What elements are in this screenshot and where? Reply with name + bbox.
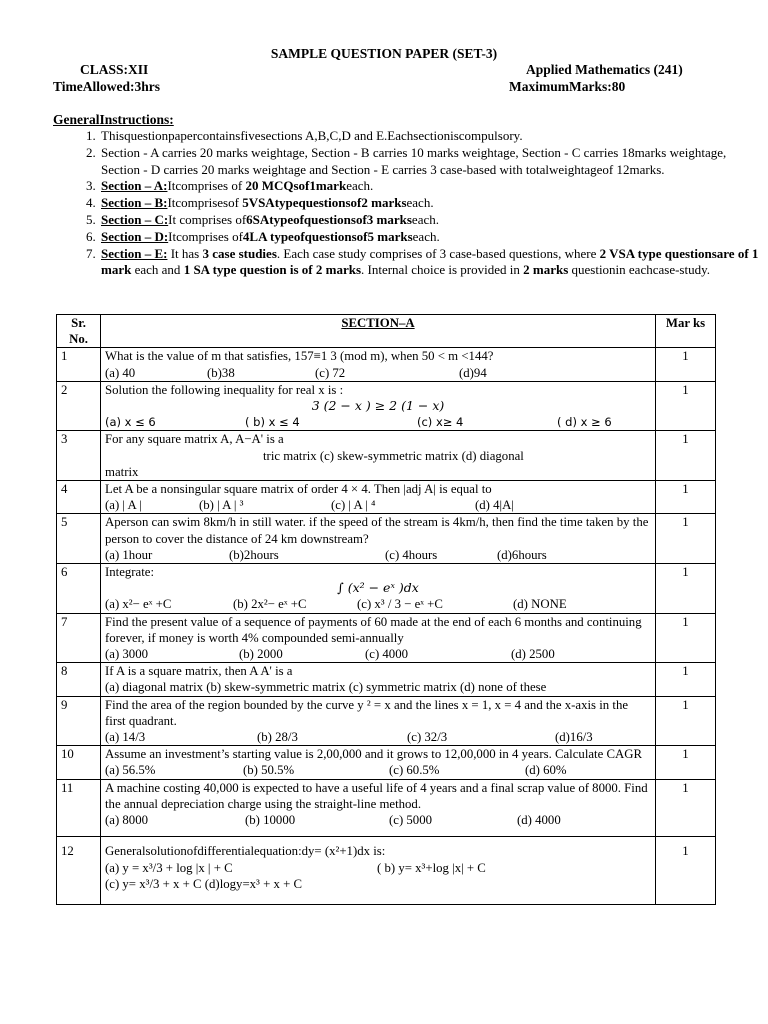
option-c: (c) 5000	[389, 813, 432, 828]
question-marks: 1	[656, 779, 716, 837]
question-cell	[101, 746, 656, 779]
question-number: 5	[57, 514, 101, 564]
option-a: (a) y = x³/3 + log |x | + C	[105, 860, 233, 875]
question-cell	[101, 514, 656, 564]
question-number: 7	[57, 613, 101, 663]
instruction-item: 4. Section – B:Itcomprisesof 5VSAtypequestionsof2 markseach.	[99, 195, 759, 212]
maximum-marks: MaximumMarks:80	[509, 79, 626, 94]
option-d: ( d) x ≥ 6	[557, 415, 612, 430]
option-a: (a) 8000	[105, 813, 148, 828]
table-row	[57, 746, 716, 779]
question-number: 6	[57, 564, 101, 614]
question-number: 8	[57, 663, 101, 696]
instructions-heading: GeneralInstructions:	[53, 112, 174, 127]
option-c: (c) 60.5%	[389, 763, 440, 778]
question-number: 1	[57, 348, 101, 381]
option-d: (d)16/3	[555, 730, 593, 745]
options-row	[105, 365, 651, 381]
option-b: (b)2hours	[229, 547, 279, 562]
options-row	[105, 497, 651, 513]
question-marks: 1	[656, 837, 716, 905]
options-row	[105, 729, 651, 745]
section-a-table	[56, 314, 716, 905]
options-row	[105, 547, 651, 563]
question-cell	[101, 481, 656, 514]
options-row	[105, 414, 651, 430]
question-marks: 1	[656, 663, 716, 696]
option-b: ( b) y= x³+log |x| + C	[377, 860, 486, 875]
instruction-item: 2. Section - A carries 20 marks weightage, Section - B carries 10 marks weightage, Section - C carries 18marks weightage, Section - D carries 20 marks weightage and Section - E carries 3 case-based with totalweightageof 12marks.	[99, 145, 759, 179]
option-a: (a) 56.5%	[105, 763, 156, 778]
question-marks: 1	[656, 613, 716, 663]
options-row	[105, 860, 651, 876]
option-d: (d) 2500	[511, 647, 555, 662]
option-b: ( b) x ≤ 4	[245, 415, 300, 430]
question-marks: 1	[656, 564, 716, 614]
table-row	[57, 381, 716, 431]
question-cell	[101, 779, 656, 837]
question-cell	[101, 837, 656, 905]
option-c: (c) 32/3	[407, 730, 448, 745]
table-row	[57, 481, 716, 514]
option-c: (c) | A | ⁴	[331, 498, 376, 513]
question-cell	[101, 564, 656, 614]
option-d: (d) NONE	[513, 597, 567, 612]
question-text: Find the area of the region bounded by the curve y ² = x and the lines x = 1, x = 4 and the x-axis in the first quadrant.	[105, 697, 629, 728]
table-row	[57, 696, 716, 746]
options-row	[105, 762, 651, 778]
question-number: 10	[57, 746, 101, 779]
instruction-item: 5. Section – C:It comprises of6SAtypeofquestionsof3 markseach.	[99, 212, 759, 229]
question-marks: 1	[656, 481, 716, 514]
question-marks: 1	[656, 431, 716, 481]
question-text: A machine costing 40,000 is expected to have a useful life of 4 years and a final scrap value of 8000. Find the annual depreciation charge using the straight-line method.	[105, 780, 648, 811]
option-b: (b) 10000	[245, 813, 296, 828]
subject-label: Applied Mathematics (241)	[526, 62, 683, 77]
question-cell	[101, 663, 656, 696]
question-text: Integrate:	[105, 565, 155, 580]
table-row	[57, 613, 716, 663]
question-text: Generalsolutionofdifferentialequation:dy= (x²+1)dx is:	[105, 844, 386, 859]
question-text: What is the value of m that satisfies, 157≡1 3 (mod m), when 50 < m <144?	[105, 349, 494, 364]
question-options: (a) diagonal matrix (b) skew-symmetric matrix (c) symmetric matrix (d) none of these	[105, 680, 547, 695]
question-text: Aperson can swim 8km/h in still water. if the speed of the stream is 4km/h, then find the time taken by the person to cover the distance of 24 km downstream?	[105, 515, 649, 546]
question-marks: 1	[656, 514, 716, 564]
question-text: Find the present value of a sequence of payments of 60 made at the end of each 6 months and continuing forever, if money is worth 4% compounded semi-annually	[105, 614, 642, 645]
table-row	[57, 431, 716, 481]
option-a: (a) 40	[105, 365, 136, 380]
integral-expression: ∫ (x² − eˣ )dx	[337, 580, 419, 596]
table-row	[57, 514, 716, 564]
inequality-equation: 3 (2 − x ) ≥ 2 (1 − x)	[311, 398, 445, 414]
question-marks: 1	[656, 696, 716, 746]
option-a: (a) 14/3	[105, 730, 146, 745]
question-text: If A is a square matrix, then A A' is a	[105, 664, 293, 679]
question-number: 11	[57, 779, 101, 837]
option-b: (b) 28/3	[257, 730, 298, 745]
option-b: (b) 2x²− eˣ +C	[233, 597, 307, 612]
question-options-partial: tric matrix (c) skew-symmetric matrix (d) diagonal	[263, 448, 524, 463]
option-a: (a) x²− eˣ +C	[105, 597, 172, 612]
question-text: Let A be a nonsingular square matrix of order 4 × 4. Then |adj A| is equal to	[105, 482, 492, 497]
question-text: Solution the following inequality for real x is :	[105, 382, 344, 397]
table-row	[57, 779, 716, 837]
question-marks: 1	[656, 381, 716, 431]
question-cell	[101, 613, 656, 663]
option-c-d: (c) y= x³/3 + x + C (d)logy=x³ + x + C	[105, 876, 303, 891]
option-a: (a) 3000	[105, 647, 148, 662]
option-b: (b)38	[207, 365, 235, 380]
question-cell	[101, 696, 656, 746]
col-sr-no: Sr. No.	[57, 315, 101, 348]
option-d: (d) 4|A|	[475, 498, 514, 513]
question-cell	[101, 348, 656, 381]
question-number: 12	[57, 837, 101, 905]
option-b: (b) 2000	[239, 647, 283, 662]
option-a: (a) x ≤ 6	[105, 415, 156, 430]
table-row	[57, 348, 716, 381]
option-c: (c) 72	[315, 365, 346, 380]
question-marks: 1	[656, 348, 716, 381]
option-d: (d)6hours	[497, 547, 547, 562]
question-cell	[101, 381, 656, 431]
question-number: 2	[57, 381, 101, 431]
options-row	[105, 596, 651, 612]
question-marks: 1	[656, 746, 716, 779]
paper-title: SAMPLE QUESTION PAPER (SET-3)	[270, 46, 498, 61]
option-b: (b) 50.5%	[243, 763, 295, 778]
question-options-tail: matrix	[105, 464, 139, 479]
option-c: (c) 4000	[365, 647, 408, 662]
instruction-item: 7. Section – E: It has 3 case studies. Each case study comprises of 3 case-based questions, where 2 VSA type questionsare of 1 mark each and 1 SA type question is of 2 marks. Internal choice is provided in 2 marks questionin eachcase-study.	[99, 246, 759, 280]
question-number: 3	[57, 431, 101, 481]
option-b: (b) | A | ³	[199, 498, 244, 513]
instruction-item: 3. Section – A:Itcomprises of 20 MCQsof1markeach.	[99, 178, 759, 195]
question-text: Assume an investment’s starting value is 2,00,000 and it grows to 12,00,000 in 4 years. Calculate CAGR	[105, 747, 643, 762]
col-marks: Mar ks	[656, 315, 716, 348]
question-number: 9	[57, 696, 101, 746]
table-header-row	[57, 315, 716, 348]
question-number: 4	[57, 481, 101, 514]
options-row	[105, 812, 651, 828]
option-c: (c) x≥ 4	[417, 415, 464, 430]
option-a: (a) | A |	[105, 498, 142, 513]
instructions-list	[53, 128, 759, 279]
class-label: CLASS:XII	[80, 62, 149, 77]
option-d: (d) 60%	[525, 763, 567, 778]
options-row	[105, 646, 651, 662]
table-row	[57, 837, 716, 905]
option-c: (c) 4hours	[385, 547, 438, 562]
table-row	[57, 564, 716, 614]
option-d: (d) 4000	[517, 813, 561, 828]
option-d: (d)94	[459, 365, 487, 380]
time-allowed: TimeAllowed:3hrs	[53, 79, 160, 94]
table-row	[57, 663, 716, 696]
section-a-heading: SECTION–A	[101, 315, 656, 348]
option-c: (c) x³ / 3 − eˣ +C	[357, 597, 443, 612]
instruction-item: 6. Section – D:Itcomprises of4LA typeofquestionsof5 markseach.	[99, 229, 759, 246]
question-cell	[101, 431, 656, 481]
instruction-item: 1. Thisquestionpapercontainsfivesections A,B,C,D and E.Eachsectioniscompulsory.	[99, 128, 759, 145]
option-a: (a) 1hour	[105, 547, 153, 562]
question-text: For any square matrix A, A−A' is a	[105, 432, 284, 447]
